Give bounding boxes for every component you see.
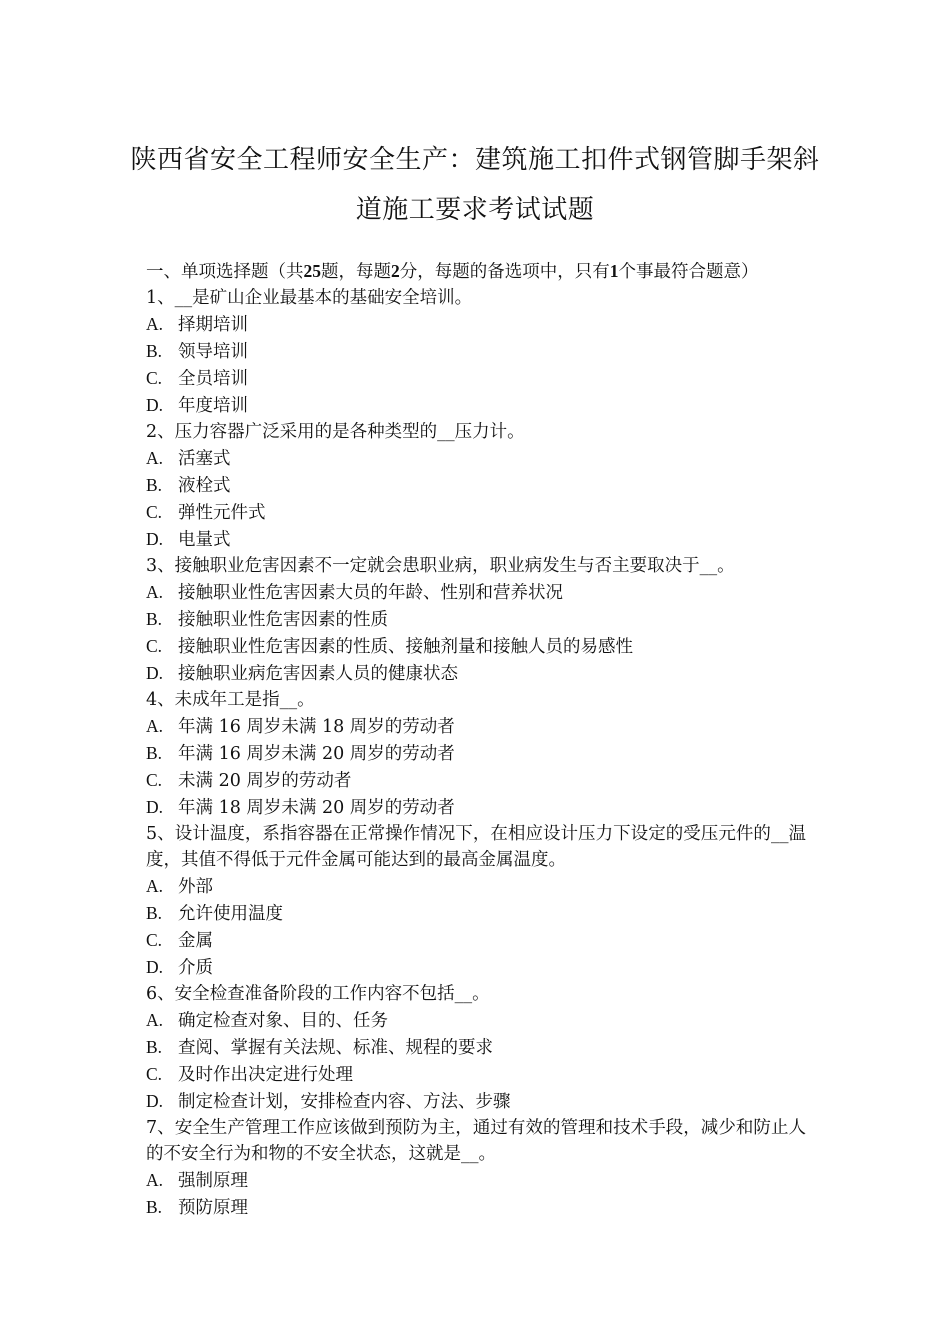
section-heading-middle1: 题，每题	[321, 262, 391, 282]
option-text: 强制原理	[178, 1171, 248, 1191]
question-stem: 5、设计温度，系指容器在正常操作情况下，在相应设计压力下设定的受压元件的__温度，其值不得低于元件金属可能达到的最高金属温度。	[146, 824, 806, 870]
document-body	[146, 258, 806, 1221]
answer-option	[146, 900, 806, 927]
option-text: 制定检查计划，安排检查内容、方法、步骤	[178, 1092, 511, 1112]
option-letter: B.	[146, 903, 163, 923]
answer-option	[146, 526, 806, 553]
points-per-question: 2	[391, 261, 400, 281]
question-list	[146, 285, 806, 1221]
option-text: 接触职业性危害因素的性质、接触剂量和接触人员的易感性	[178, 637, 633, 657]
question-stem: 1、__是矿山企业最基本的基础安全培训。	[146, 288, 473, 308]
option-text: 未满 20 周岁的劳动者	[178, 771, 352, 791]
answer-option	[146, 311, 806, 338]
option-text: 年满 16 周岁未满 18 周岁的劳动者	[178, 717, 455, 737]
option-text: 预防原理	[178, 1198, 248, 1218]
answer-option	[146, 740, 806, 767]
option-letter: A.	[146, 716, 164, 736]
option-letter: B.	[146, 341, 163, 361]
option-letter: B.	[146, 1037, 163, 1057]
option-text: 查阅、掌握有关法规、标准、规程的要求	[178, 1038, 493, 1058]
question-stem: 3、接触职业危害因素不一定就会患职业病，职业病发生与否主要取决于__。	[146, 556, 735, 576]
answer-option	[146, 954, 806, 981]
option-letter: B.	[146, 609, 163, 629]
option-letter: B.	[146, 743, 163, 763]
option-text: 金属	[178, 931, 213, 951]
option-letter: A.	[146, 582, 164, 602]
answer-option	[146, 606, 806, 633]
section-heading-middle2: 分，每题的备选项中，只有	[399, 262, 610, 282]
answer-option	[146, 927, 806, 954]
option-text: 年满 16 周岁未满 20 周岁的劳动者	[178, 744, 455, 764]
answer-option	[146, 1061, 806, 1088]
option-letter: D.	[146, 529, 164, 549]
option-letter: A.	[146, 1010, 164, 1030]
option-text: 接触职业性危害因素大员的年龄、性别和营养状况	[178, 583, 563, 603]
option-text: 择期培训	[178, 315, 248, 335]
option-letter: A.	[146, 314, 164, 334]
section-heading	[146, 258, 806, 285]
answer-option	[146, 1167, 806, 1194]
option-letter: D.	[146, 663, 164, 683]
option-text: 外部	[178, 877, 213, 897]
answer-option	[146, 767, 806, 794]
option-letter: C.	[146, 1064, 163, 1084]
section-heading-prefix: 一、单项选择题（共	[146, 262, 304, 282]
option-text: 及时作出决定进行处理	[178, 1065, 353, 1085]
option-letter: D.	[146, 797, 164, 817]
option-text: 允许使用温度	[178, 904, 283, 924]
option-text: 接触职业性危害因素的性质	[178, 610, 388, 630]
answer-option	[146, 1034, 806, 1061]
answer-option	[146, 1194, 806, 1221]
option-text: 接触职业病危害因素人员的健康状态	[178, 664, 458, 684]
section-heading-suffix: 个事最符合题意）	[618, 262, 759, 282]
answer-option	[146, 794, 806, 821]
answer-option	[146, 579, 806, 606]
question-stem: 6、安全检查准备阶段的工作内容不包括__。	[146, 984, 490, 1004]
option-letter: A.	[146, 448, 164, 468]
option-letter: C.	[146, 636, 163, 656]
answer-option	[146, 1007, 806, 1034]
answer-option	[146, 392, 806, 419]
correct-count: 1	[609, 261, 619, 281]
option-letter: D.	[146, 395, 164, 415]
answer-option	[146, 445, 806, 472]
option-letter: C.	[146, 930, 163, 950]
answer-option	[146, 499, 806, 526]
answer-option	[146, 633, 806, 660]
answer-option	[146, 660, 806, 687]
option-letter: C.	[146, 502, 163, 522]
option-letter: B.	[146, 475, 163, 495]
option-letter: A.	[146, 1170, 164, 1190]
option-letter: A.	[146, 876, 164, 896]
option-letter: D.	[146, 1091, 164, 1111]
document-title: 陕西省安全工程师安全生产：建筑施工扣件式钢管脚手架斜道施工要求考试试题	[130, 145, 820, 225]
answer-option	[146, 873, 806, 900]
option-letter: D.	[146, 957, 164, 977]
option-text: 年度培训	[178, 396, 248, 416]
question-stem: 4、未成年工是指__。	[146, 690, 315, 710]
option-text: 年满 18 周岁未满 20 周岁的劳动者	[178, 798, 455, 818]
option-text: 全员培训	[178, 369, 248, 389]
option-text: 活塞式	[178, 449, 231, 469]
option-letter: C.	[146, 770, 163, 790]
option-text: 电量式	[178, 530, 231, 550]
answer-option	[146, 338, 806, 365]
question-stem: 7、安全生产管理工作应该做到预防为主，通过有效的管理和技术手段，减少和防止人的不安全行为和物的不安全状态，这就是__。	[146, 1118, 806, 1164]
option-text: 领导培训	[178, 342, 248, 362]
option-letter: B.	[146, 1197, 163, 1217]
option-text: 确定检查对象、目的、任务	[178, 1011, 388, 1031]
option-text: 液栓式	[178, 476, 231, 496]
answer-option	[146, 1088, 806, 1115]
question-stem: 2、压力容器广泛采用的是各种类型的__压力计。	[146, 422, 525, 442]
option-letter: C.	[146, 368, 163, 388]
total-questions: 25	[303, 261, 321, 281]
answer-option	[146, 365, 806, 392]
option-text: 介质	[178, 958, 213, 978]
answer-option	[146, 713, 806, 740]
option-text: 弹性元件式	[178, 503, 266, 523]
answer-option	[146, 472, 806, 499]
